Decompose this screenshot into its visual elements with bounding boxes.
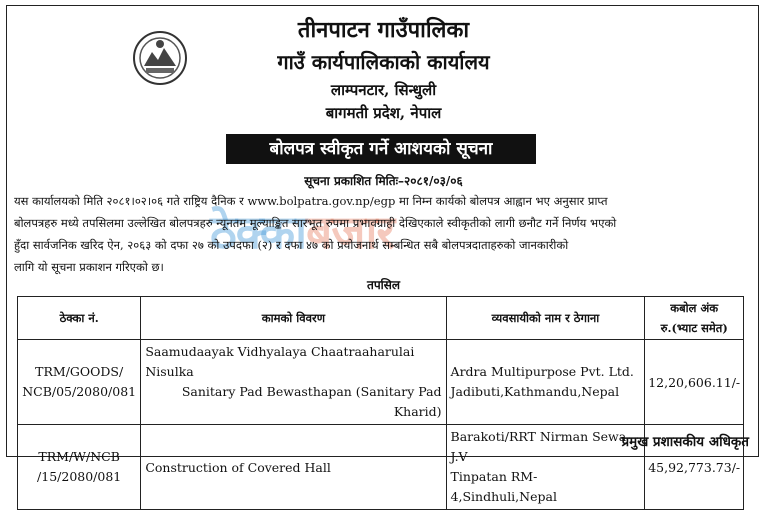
vendor-line: Ardra Multipurpose Pvt. Ltd. [450, 364, 634, 379]
details-heading: तपसिल [366, 278, 400, 292]
bid-amount: 45,92,773.73/- [645, 425, 744, 510]
header-contract-no: ठेक्का नं. [18, 297, 141, 340]
vendor-line: Jadibuti,Kathmandu,Nepal [450, 384, 620, 399]
bid-amount: 12,20,606.11/- [645, 340, 744, 425]
desc-line: Saamudaayak Vidhyalaya Chaatraaharulai Nisulka [145, 344, 415, 379]
header-work-description: कामको विवरण [141, 297, 446, 340]
paragraph-line: बोलपत्रहरु मध्ये तपसिलमा उल्लेखित बोलपत्रहरु न्यूनतम मूल्याङ्कित सारभूत रुपमा प्रभावग्राही देखिएकाले स्वीकृतीको लागी छनौट गर्ने निर्णय भएको [14, 216, 617, 230]
office-subtitle: गाउँ कार्यपालिकाको कार्यालय [277, 50, 490, 74]
signature: प्रमुख प्रशासकीय अधिकृत [621, 434, 749, 450]
header-amount [645, 297, 744, 340]
work-description [141, 340, 446, 425]
watermark-text-2: बजार [306, 205, 395, 259]
notice-paragraph [14, 190, 750, 278]
published-date: सूचना प्रकाशित मितिः–२०८१/०३/०६ [304, 174, 463, 188]
paragraph-line: हुँदा सार्वजनिक खरिद ऐन, २०६३ को दफा २७ को उपदफा (२) र दफा ४७ को प्रयोजनार्थ सम्बन्धित सबै बोलपत्रदाताहरुको जानकारीको [14, 238, 569, 252]
office-address: लाम्पनटार, सिन्धुली [330, 81, 437, 99]
table-row [18, 340, 744, 425]
contract-id [18, 340, 141, 425]
vendor-line: Tinpatan RM-4,Sindhuli,Nepal [450, 469, 557, 504]
header-amount-line1: कबोल अंक [670, 301, 719, 315]
header-amount-line2: रु.(भ्याट समेत) [660, 321, 728, 335]
contract-id-line: TRM/W/NCB [38, 449, 120, 464]
desc-line: Sanitary Pad Bewasthapan (Sanitary Pad Kharid) [181, 384, 442, 419]
vendor [446, 340, 645, 425]
contracts-table [17, 296, 744, 510]
paragraph-line: लागि यो सूचना प्रकाशन गरिएको छ। [14, 260, 164, 274]
contract-id-line: TRM/GOODS/ [35, 364, 124, 379]
vendor-line: Barakoti/RRT Nirman Sewa J.V [450, 429, 627, 464]
header-vendor: व्यवसायीको नाम र ठेगाना [446, 297, 645, 340]
watermark-text-1: ठेक्का [210, 205, 307, 259]
vendor [446, 425, 645, 510]
contract-id [18, 425, 141, 510]
contract-id-line: /15/2080/081 [37, 469, 122, 484]
office-province: बागमती प्रदेश, नेपाल [325, 104, 442, 122]
contract-id-line: NCB/05/2080/081 [22, 384, 137, 399]
office-name: तीनपाटन गाउँपालिका [297, 17, 470, 43]
table-header-row [18, 297, 744, 340]
notice-title: बोलपत्र स्वीकृत गर्ने आशयको सूचना [226, 134, 536, 164]
work-description: Construction of Covered Hall [141, 425, 446, 510]
paragraph-line: यस कार्यालयको मिति २०८१।०२।०६ गते राष्ट्रिय दैनिक र www.bolpatra.gov.np/egp मा निम्न कार्यको बोलपत्र आह्वान भए अनुसार प्राप्त [14, 194, 608, 208]
